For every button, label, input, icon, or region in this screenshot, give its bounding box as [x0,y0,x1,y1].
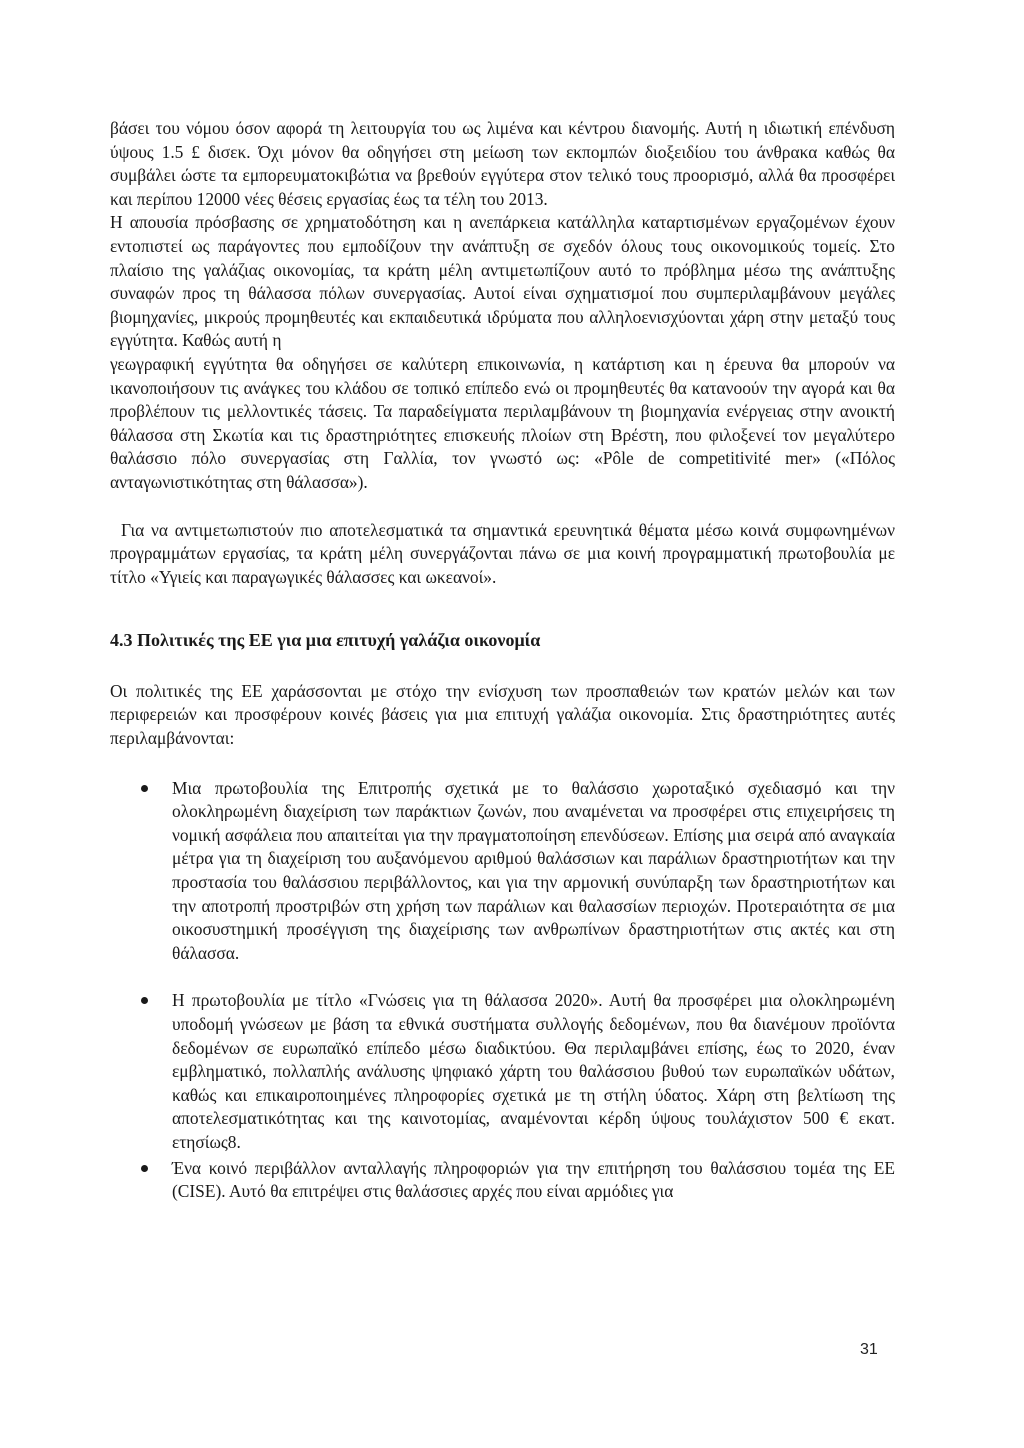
bullet-item-cise [110,1157,895,1204]
bullet-dot-icon [141,1165,148,1172]
paragraph-port-investment: βάσει του νόμου όσον αφορά τη λειτουργία του ως λιμένα και κέντρου διανομής. Αυτή η ιδιωτική επένδυση ύψους 1.5 £ δισεκ. Όχι μόνον θα οδηγήσει στη μείωση των εκπομπών διοξειδίου του άνθρακα καθώς θα συμβάλει ώστε τα εμπορευματοκιβώτια να βρεθούν εγγύτερα στον τελικό τους προορισμό, αλλά θα προσφέρει και περίπου 12000 νέες θέσεις εργασίας έως τα τέλη του 2013. [110,118,895,209]
section-intro: Οι πολιτικές της ΕΕ χαράσσονται με στόχο την ενίσχυση των προσπαθειών των κρατών μελών και των περιφερειών και προσφέρουν κοινές βάσεις για μια επιτυχή γαλάζια οικονομία. Στις δραστηριότητες αυτές περιλαμβάνονται: [110,680,895,749]
bullet-text: Μια πρωτοβουλία της Επιτροπής σχετικά με το θαλάσσιο χωροταξικό σχεδιασμό και την ολοκληρωμένη διαχείριση των παράκτιων ζωνών, που αναμένεται να προσφέρει στις επιχειρήσεις τη νομική ασφάλεια που απαιτείται για την πραγματοποίηση επενδύσεων. Επίσης μια σειρά από αναγκαία μέτρα για τη διαχείριση του αυξανόμενου αριθμού θαλάσσιων και παράλιων δραστηριοτήτων και την προστασία του θαλάσσιου περιβάλλοντος, και για την αρμονική συνύπαρξη των δραστηριοτήτων και την αποτροπή προστριβών στη χρήση των παράλιων και θαλασσίων περιοχών. Προτεραιότητα σε μια οικοσυστημική προσέγγιση της διαχείρισης των ανθρωπίνων δραστηριοτήτων στις ακτές και στη θάλασσα. [172,777,895,963]
page-number: 31 [860,1341,878,1358]
paragraph-proximity-examples: γεωγραφική εγγύτητα θα οδηγήσει σε καλύτερη επικοινωνία, η κατάρτιση και η έρευνα θα μπορούν να ικανοποιήσουν τις ανάγκες του κλάδου σε τοπικό επίπεδο ενώ οι προμηθευτές θα κατανοούν την αγορά και θα προβλέπουν τις μελλοντικές τάσεις. Τα παραδείγματα περιλαμβάνουν τη βιομηχανία ενέργειας στην ανοικτή θάλασσα στη Σκωτία και τις δραστηριότητες επισκευής πλοίων στη Βρέστη, που φιλοξενεί τον μεγαλύτερο θαλάσσιο πόλο συνεργασίας στη Γαλλία, τον γνωστό ως: «Pôle de competitivité mer» («Πόλος ανταγωνιστικότητας στη θάλασσα»). [110,353,895,492]
bullet-text: Ένα κοινό περιβάλλον ανταλλαγής πληροφοριών για την επιτήρηση του θαλάσσιου τομέα της ΕΕ (CISE). Αυτό θα επιτρέψει στις θαλάσσιες αρχές που είναι αρμόδιες για [172,1157,895,1202]
bullet-dot-icon [141,785,148,792]
bullet-item-marine-knowledge [110,989,895,1154]
bullet-text: Η πρωτοβουλία με τίτλο «Γνώσεις για τη θάλασσα 2020». Αυτή θα προσφέρει μια ολοκληρωμένη υποδομή γνώσεων με βάση τα εθνικά συστήματα συλλογής δεδομένων, που θα διανέμουν προϊόντα δεδομένων σε ευρωπαϊκό επίπεδο μέσω διαδικτύου. Θα περιλαμβάνει επίσης, έως το 2020, έναν εμβληματικό, πολλαπλής ανάλυσης ψηφιακό χάρτη του θαλάσσιου βυθού των ευρωπαϊκών υδάτων, καθώς και επικαιροποιημένες πληροφορίες σχετικά με τη στήλη ύδατος. Χάρη στη βελτίωση της αποτελεσματικότητας και της καινοτομίας, αναμένονται κέρδη ύψους τουλάχιστον 500 € εκατ. ετησίως8. [172,990,895,1152]
bullet-dot-icon [141,997,148,1004]
paragraph-clusters: Η απουσία πρόσβασης σε χρηματοδότηση και η ανεπάρκεια κατάλληλα καταρτισμένων εργαζομένων έχουν εντοπιστεί ως παράγοντες που εμποδίζουν την ανάπτυξη σε σχεδόν όλους τους οικονομικούς τομείς. Στο πλαίσιο της γαλάζιας οικονομίας, τα κράτη μέλη αντιμετωπίζουν αυτό το πρόβλημα μέσω της ανάπτυξης συναφών προς τη θάλασσα πόλων συνεργασίας. Αυτοί είναι σχηματισμοί που συμπεριλαμβάνουν μεγάλες βιομηχανίες, μικρούς προμηθευτές και εκπαιδευτικά ιδρύματα που αλληλοενισχύονται χάρη στην μεταξύ τους εγγύτητα. Καθώς αυτή η [110,212,895,351]
policy-bullet-list [110,777,895,1204]
bullet-item-spatial-planning [110,777,895,966]
section-heading: 4.3 Πολιτικές της ΕΕ για μια επιτυχή γαλάζια οικονομία [110,630,541,651]
paragraph-joint-programming: Για να αντιμετωπιστούν πιο αποτελεσματικά τα σημαντικά ερευνητικά θέματα μέσω κοινά συμφωνημένων προγραμμάτων εργασίας, τα κράτη μέλη συνεργάζονται πάνω σε μια κοινή προγραμματική πρωτοβουλία με τίτλο «Υγιείς και παραγωγικές θάλασσες και ωκεανοί». [110,519,895,587]
text-column [110,117,895,1204]
